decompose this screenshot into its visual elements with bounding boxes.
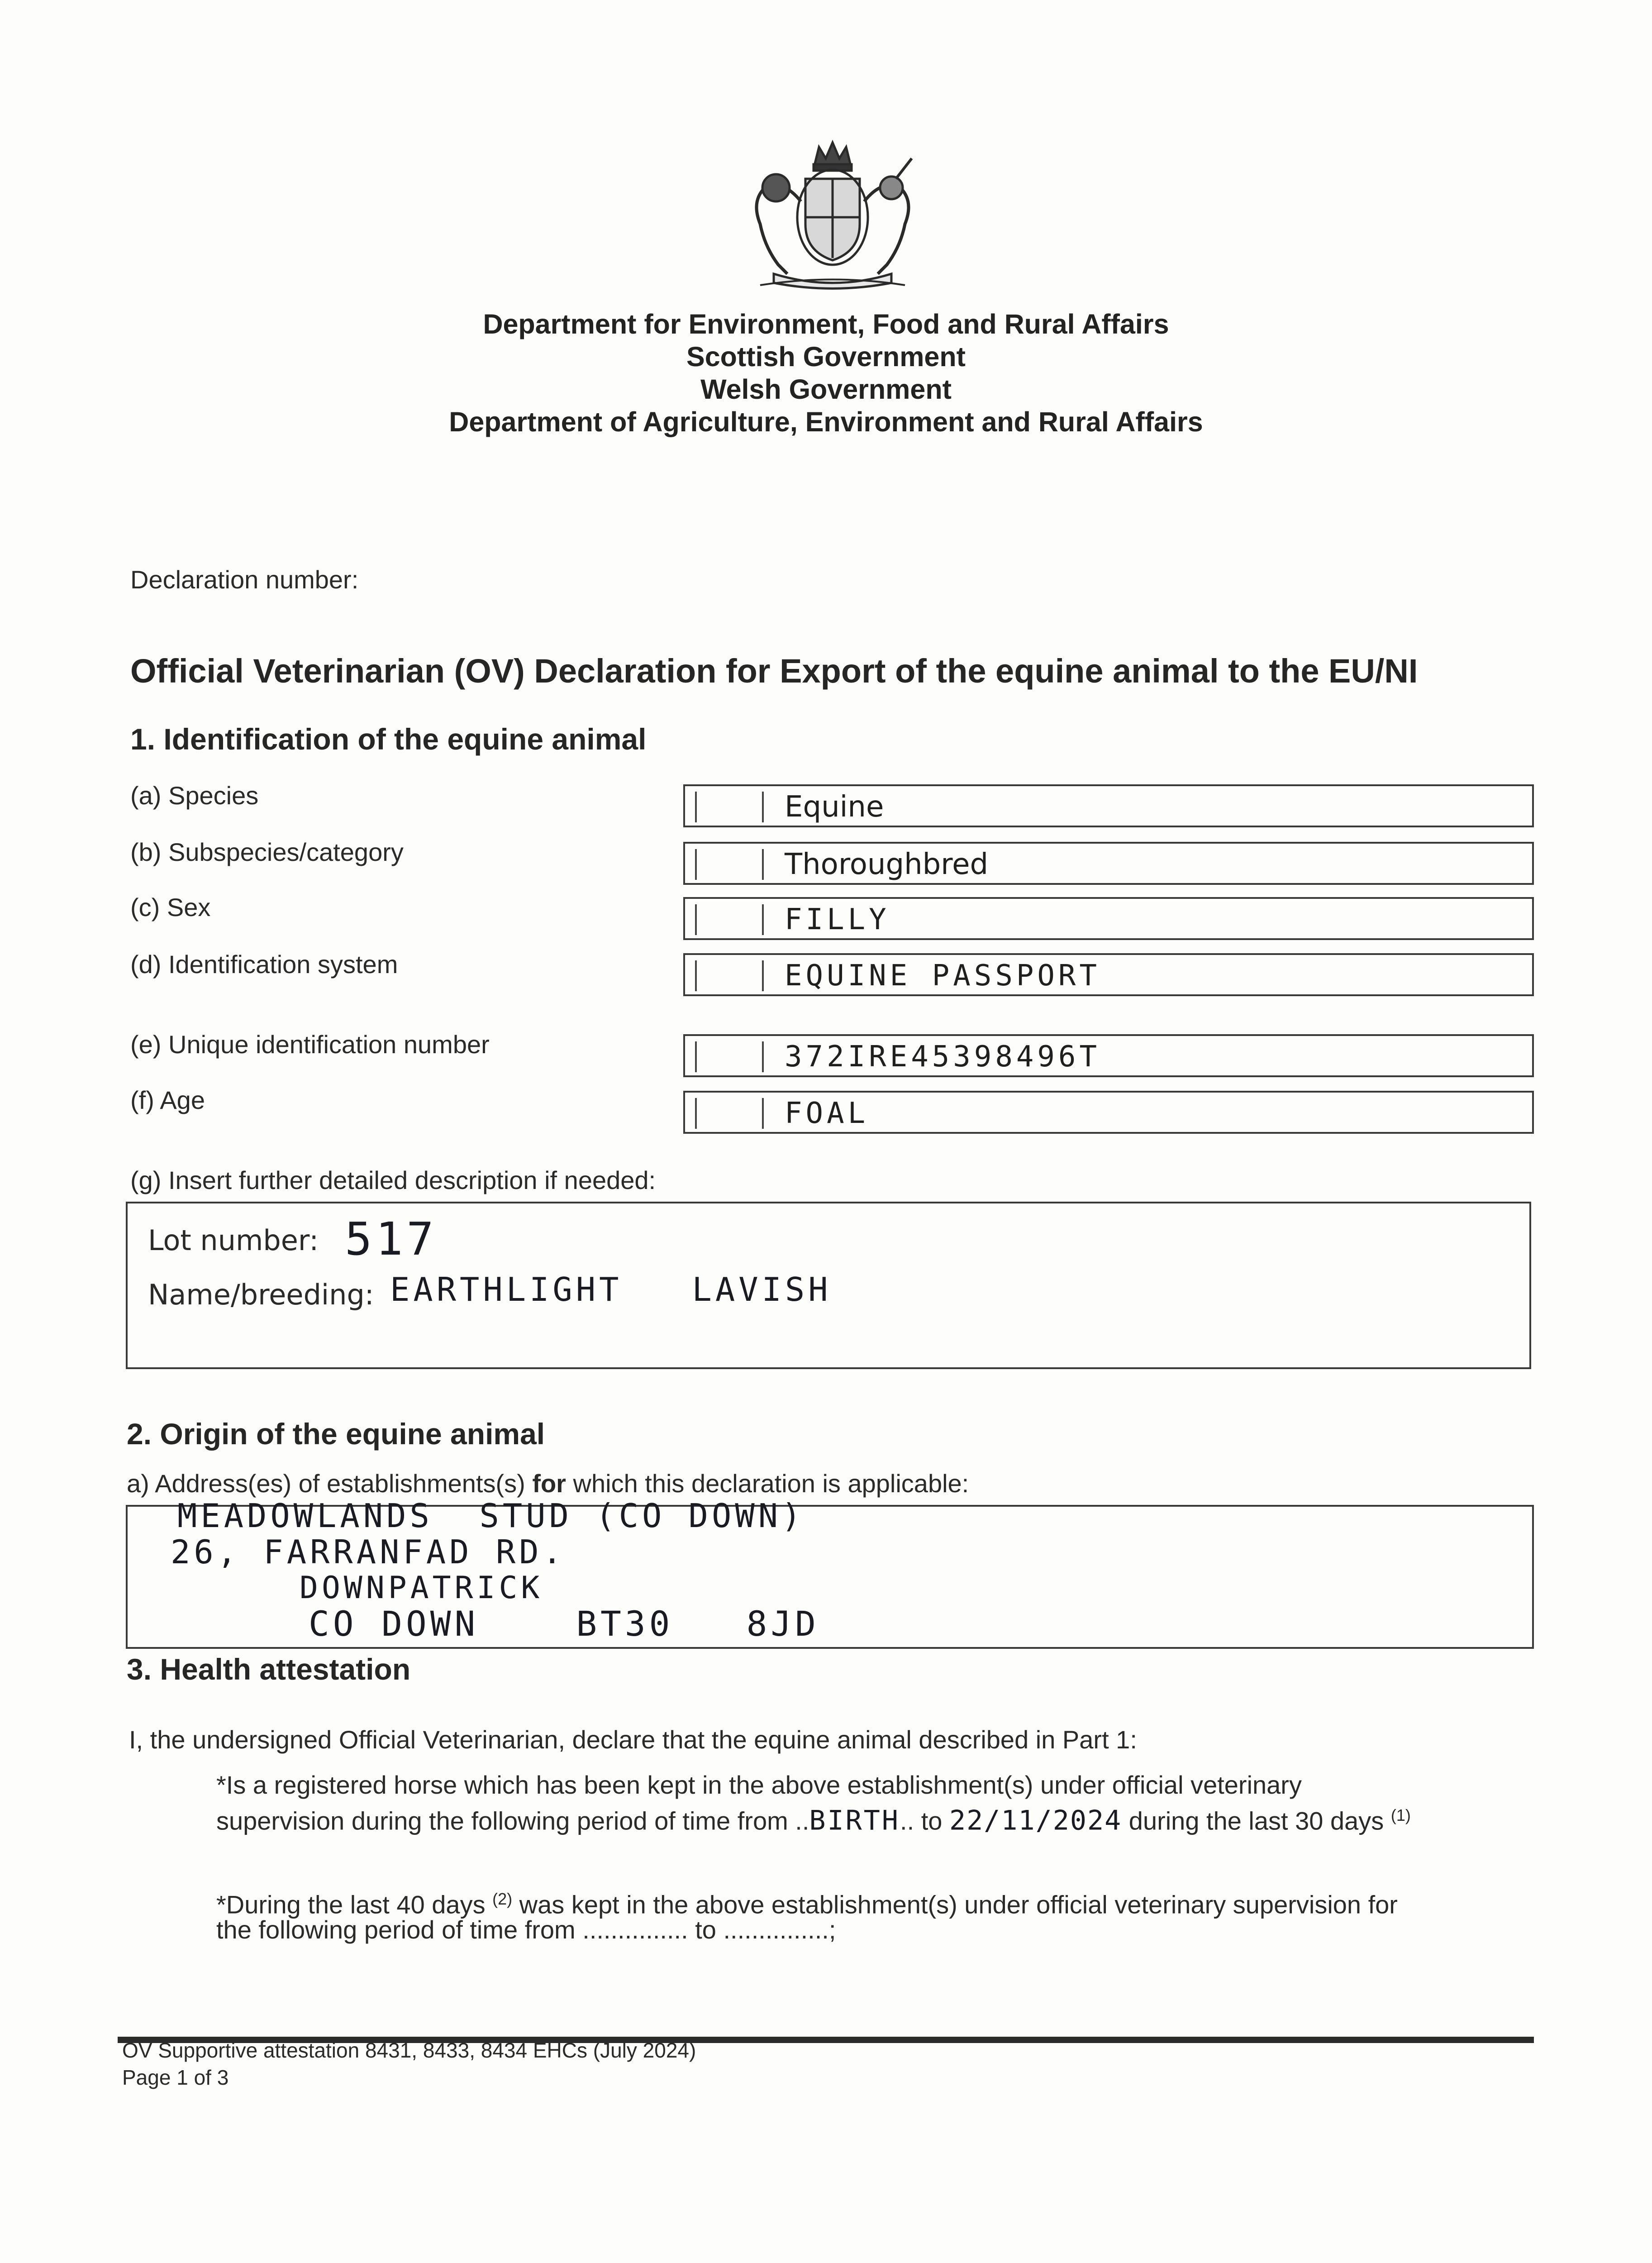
further-description-box	[126, 1202, 1531, 1369]
address-label: a) Address(es) of establishments(s) for which this declaration is applicable:	[127, 1469, 969, 1498]
section-heading: 1. Identification of the equine animal	[130, 722, 647, 756]
health-intro: I, the undersigned Official Veterinarian, declare that the equine animal described in Part 1:	[129, 1725, 1137, 1754]
field-label-sex: (c) Sex	[130, 893, 211, 921]
health-paragraph-line: *Is a registered horse which has been kept in the above establishment(s) under official veterinary	[216, 1771, 1302, 1799]
period-from-value: BIRTH	[809, 1805, 900, 1837]
field-label-identification-system: (d) Identification system	[130, 950, 398, 979]
subspecies-value: Thoroughbred	[785, 848, 989, 881]
species-value: Equine	[785, 790, 884, 824]
field-label-subspecies: (b) Subspecies/category	[130, 838, 404, 866]
age-field	[683, 1091, 1534, 1134]
field-label-age: (f) Age	[130, 1086, 205, 1114]
page-number: Page 1 of 3	[122, 2066, 229, 2089]
health-paragraph-line: supervision during the following period of time from ..BIRTH.. to 22/11/2024 during the last 30 days $^{(1)}$	[216, 1805, 1411, 1837]
department-name: Welsh Government	[700, 374, 952, 405]
address-line: MEADOWLANDS STUD (CO DOWN)	[177, 1497, 805, 1535]
footer-text: OV Supportive attestation 8431, 8433, 8434 EHCs (July 2024)	[122, 2039, 696, 2062]
declaration-number-label: Declaration number:	[130, 565, 359, 594]
identification-system-value: EQUINE PASSPORT	[785, 959, 1100, 993]
further-description-label: (g) Insert further detailed description if needed:	[130, 1166, 656, 1194]
page-title: Official Veterinarian (OV) Declaration for Export of the equine animal to the EU/NI	[130, 652, 1418, 690]
address-line: DOWNPATRICK	[300, 1570, 543, 1606]
department-name: Department for Environment, Food and Rural Affairs	[483, 309, 1169, 339]
period-to-value: 22/11/2024	[949, 1805, 1122, 1837]
subspecies-field	[683, 842, 1534, 885]
section-heading: 2. Origin of the equine animal	[127, 1417, 545, 1451]
species-field	[683, 784, 1534, 827]
health-paragraph-line: the following period of time from ............... to ...............;	[216, 1915, 836, 1944]
name-breeding-label: Name/breeding:	[148, 1278, 374, 1311]
unique-id-value: 372IRE45398496T	[785, 1040, 1100, 1074]
health-paragraph-line: *During the last 40 days $^{(2)}$ was kept in the above establishment(s) under official veterinary supervision for	[216, 1890, 1398, 1919]
field-label-species: (a) Species	[130, 781, 259, 810]
section-heading: 3. Health attestation	[127, 1652, 411, 1686]
royal-coat-of-arms-icon	[733, 138, 932, 290]
sex-field	[683, 897, 1534, 940]
age-value: FOAL	[785, 1097, 869, 1130]
name-breeding-value: EARTHLIGHT LAVISH	[390, 1270, 832, 1308]
identification-system-field	[683, 953, 1534, 996]
lot-number-value: 517	[345, 1213, 438, 1265]
address-box	[126, 1497, 1534, 1649]
lot-number-label: Lot number:	[148, 1224, 319, 1257]
address-line: 26, FARRANFAD RD.	[171, 1533, 566, 1571]
field-label-unique-id: (e) Unique identification number	[130, 1030, 490, 1059]
unique-id-field	[683, 1034, 1534, 1077]
sex-value: FILLY	[785, 903, 890, 936]
address-line: CO DOWN BT30 8JD	[309, 1604, 819, 1644]
department-name: Department of Agriculture, Environment and Rural Affairs	[449, 406, 1203, 437]
department-name: Scottish Government	[686, 341, 966, 372]
